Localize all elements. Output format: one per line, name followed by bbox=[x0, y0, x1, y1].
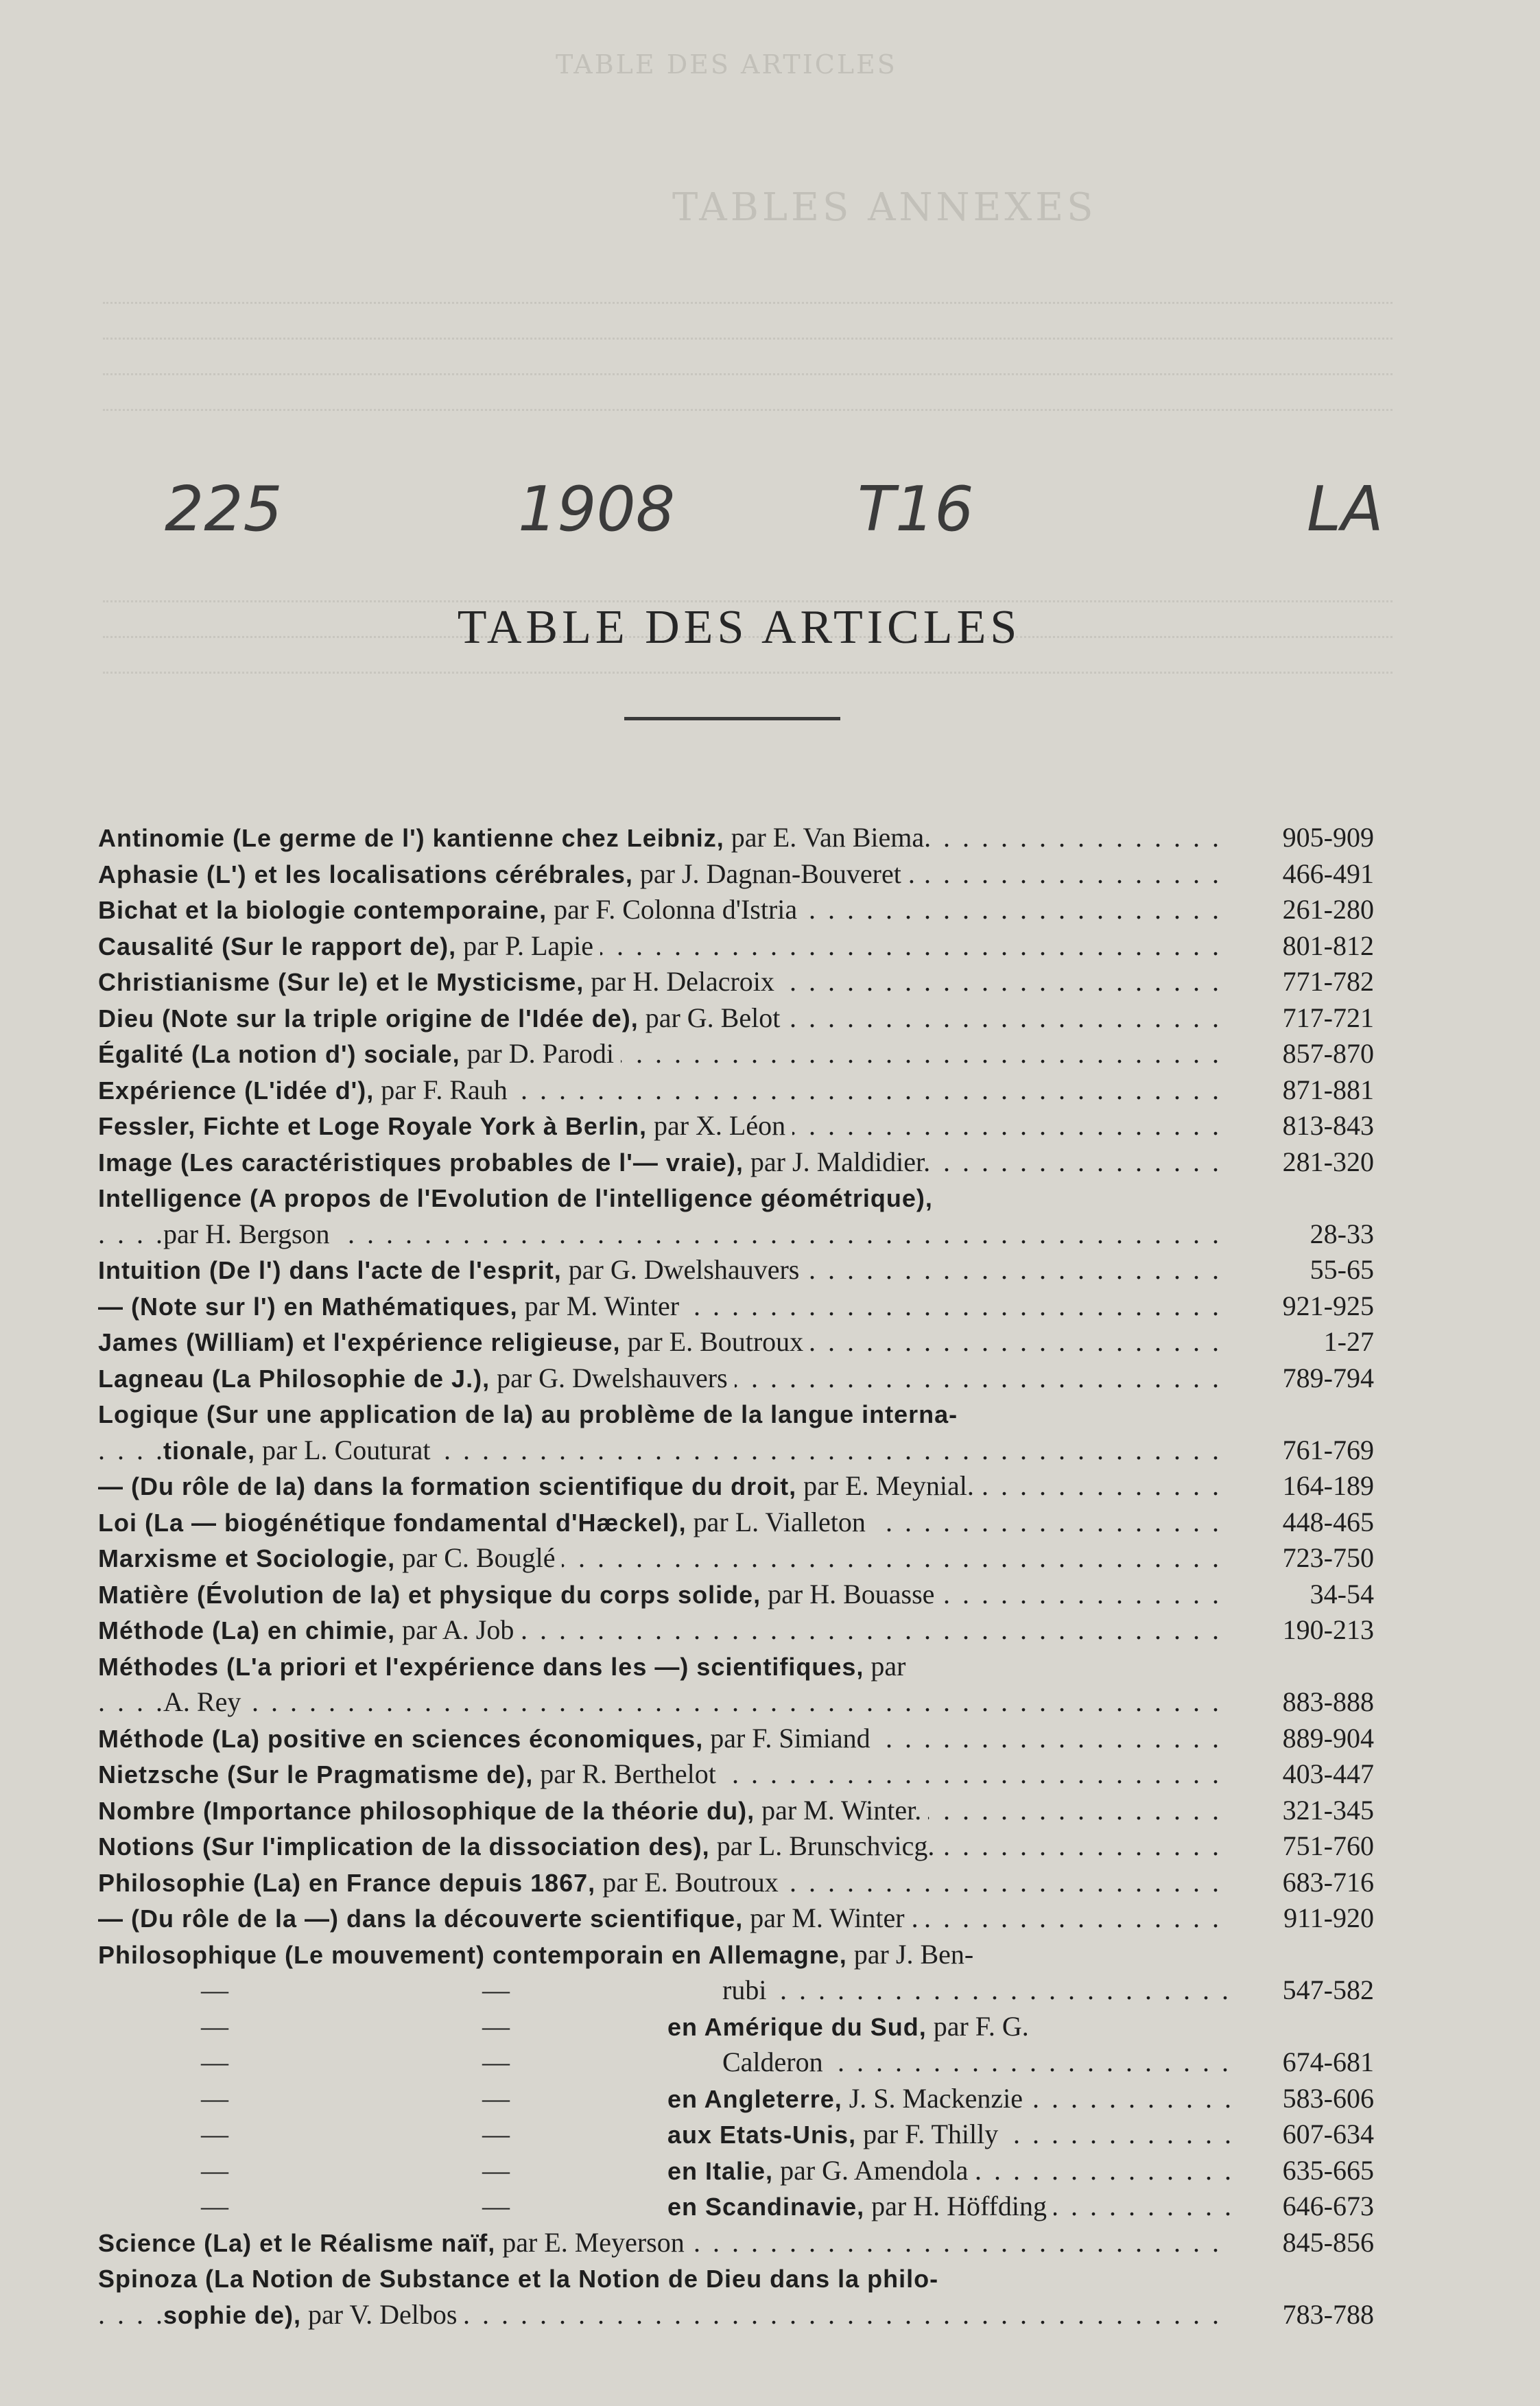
page-title: TABLE DES ARTICLES bbox=[457, 601, 1021, 654]
table-of-articles bbox=[98, 820, 1374, 2333]
entry-subject: Égalité (La notion d') sociale, bbox=[98, 1040, 460, 1068]
entry-author: par L. Vialleton bbox=[686, 1506, 866, 1537]
entry-pages: 683-716 bbox=[1282, 1866, 1374, 1898]
entry-pages: 857-870 bbox=[1282, 1038, 1374, 1069]
entry-pages: 34-54 bbox=[1310, 1578, 1374, 1609]
entry-text bbox=[98, 928, 1230, 965]
entry-text bbox=[98, 820, 1230, 856]
entry-pages: 321-345 bbox=[1282, 1794, 1374, 1826]
entry-text bbox=[667, 2189, 1230, 2225]
toc-entry bbox=[98, 892, 1374, 928]
entry-author: par bbox=[864, 1650, 906, 1682]
entry-author: par F. Thilly bbox=[856, 2119, 999, 2149]
entry-pages: 761-769 bbox=[1282, 1434, 1374, 1465]
entry-pages: 717-721 bbox=[1282, 1002, 1374, 1033]
entry-subject: — (Du rôle de la —) dans la découverte scientifique, bbox=[98, 1904, 744, 1933]
entry-author: par M. Winter. bbox=[755, 1794, 922, 1826]
entry-text bbox=[98, 1072, 1230, 1109]
entry-pages: 883-888 bbox=[1282, 1686, 1374, 1717]
toc-entry bbox=[98, 1865, 1374, 1901]
handwritten-code: LA bbox=[1307, 473, 1384, 545]
entry-text bbox=[667, 2009, 1230, 2045]
toc-entry bbox=[98, 1505, 1374, 1541]
entry-pages: 871-881 bbox=[1282, 1074, 1374, 1105]
entry-author: par P. Lapie bbox=[456, 930, 594, 961]
entry-author: par E. Van Biema. bbox=[724, 822, 932, 853]
entry-text bbox=[98, 1684, 1230, 1721]
entry-author: par H. Höffding bbox=[864, 2191, 1047, 2221]
entry-pages: 547-582 bbox=[1282, 1974, 1374, 2005]
entry-subject: Science (La) et le Réalisme naïf, bbox=[98, 2228, 496, 2257]
entry-text bbox=[98, 1505, 1230, 1541]
entry-pages: 889-904 bbox=[1282, 1722, 1374, 1754]
ditto-dash: — bbox=[201, 2154, 228, 2186]
bleed-through-line bbox=[103, 281, 1393, 304]
entry-subject: Fessler, Fichte et Loge Royale York à Berlin, bbox=[98, 1112, 647, 1140]
entry-text bbox=[98, 1432, 1230, 1469]
toc-entry bbox=[98, 2009, 1374, 2045]
entry-subject: Nietzsche (Sur le Pragmatisme de), bbox=[98, 1760, 534, 1789]
entry-subject: Philosophie (La) en France depuis 1867, bbox=[98, 1868, 596, 1897]
entry-subject: Méthode (La) en chimie, bbox=[98, 1616, 396, 1644]
entry-pages: 190-213 bbox=[1282, 1614, 1374, 1645]
ditto-dash: — bbox=[482, 1974, 510, 2005]
entry-subject: Intuition (De l') dans l'acte de l'esprit, bbox=[98, 1256, 562, 1284]
entry-pages: 1-27 bbox=[1323, 1326, 1374, 1357]
entry-subject: Intelligence (A propos de l'Evolution de l'intelligence géométrique), bbox=[98, 1184, 933, 1212]
entry-author: par A. Job bbox=[395, 1614, 514, 1645]
handwritten-number: 225 bbox=[165, 473, 283, 545]
entry-text bbox=[98, 1649, 1230, 1685]
entry-text bbox=[98, 856, 1230, 893]
entry-text bbox=[667, 2153, 1230, 2189]
entry-pages: 646-673 bbox=[1282, 2191, 1374, 2221]
entry-author: par G. Belot bbox=[638, 1002, 781, 1033]
entry-author: par X. Léon bbox=[646, 1110, 786, 1141]
entry-text bbox=[98, 1396, 1230, 1432]
entry-pages: 921-925 bbox=[1282, 1290, 1374, 1321]
toc-entry bbox=[98, 1793, 1374, 1829]
toc-entry bbox=[98, 1396, 1374, 1432]
entry-text bbox=[98, 1828, 1230, 1865]
toc-entry bbox=[98, 1108, 1374, 1144]
entry-author: J. S. Mackenzie bbox=[842, 2082, 1023, 2114]
toc-entry bbox=[98, 2189, 1374, 2225]
entry-text bbox=[98, 1540, 1230, 1577]
entry-author: par L. Brunschvicg. bbox=[709, 1830, 935, 1861]
entry-pages: 911-920 bbox=[1283, 1902, 1374, 1933]
entry-author: par G. Dwelshauvers bbox=[561, 1254, 800, 1285]
entry-text bbox=[98, 1468, 1230, 1505]
entry-author: A. Rey bbox=[163, 1686, 241, 1717]
entry-text bbox=[667, 2116, 1230, 2153]
toc-entry bbox=[98, 1288, 1374, 1325]
entry-subject: Philosophique (Le mouvement) contemporain en Allemagne, bbox=[98, 1940, 847, 1969]
entry-text bbox=[98, 1180, 1230, 1216]
toc-entry bbox=[98, 1324, 1374, 1360]
toc-entry bbox=[98, 1360, 1374, 1397]
entry-subject: Notions (Sur l'implication de la dissociation des), bbox=[98, 1832, 710, 1861]
entry-text bbox=[98, 1252, 1230, 1288]
entry-author: Calderon bbox=[722, 2047, 823, 2077]
toc-entry bbox=[98, 1577, 1374, 1613]
entry-author: par E. Meyerson bbox=[495, 2226, 685, 2258]
entry-text bbox=[98, 1937, 1230, 1973]
toc-entry bbox=[98, 2044, 1374, 2081]
entry-text bbox=[98, 1360, 1230, 1397]
entry-subject: Christianisme (Sur le) et le Mysticisme, bbox=[98, 968, 584, 996]
entry-pages: 905-909 bbox=[1282, 822, 1374, 853]
toc-entry bbox=[98, 1612, 1374, 1649]
entry-text bbox=[98, 1900, 1230, 1937]
entry-pages: 403-447 bbox=[1282, 1758, 1374, 1789]
toc-entry bbox=[98, 1540, 1374, 1577]
entry-subject: Nombre (Importance philosophique de la théorie du), bbox=[98, 1796, 755, 1825]
entry-subject: tionale, bbox=[163, 1436, 256, 1465]
entry-text bbox=[667, 2081, 1230, 2117]
title-rule bbox=[624, 717, 840, 720]
toc-entry bbox=[98, 928, 1374, 965]
entry-subject: en Angleterre, bbox=[667, 2084, 842, 2113]
entry-subject: Dieu (Note sur la triple origine de l'Idée de), bbox=[98, 1004, 639, 1033]
ditto-dash: — bbox=[482, 2191, 510, 2221]
toc-entry bbox=[98, 2297, 1374, 2333]
toc-entry bbox=[98, 964, 1374, 1000]
entry-author: par R. Berthelot bbox=[533, 1758, 716, 1789]
ditto-dash: — bbox=[201, 2119, 228, 2149]
entry-pages: 813-843 bbox=[1282, 1110, 1374, 1141]
toc-entry bbox=[98, 1216, 1374, 1253]
entry-text bbox=[722, 2044, 1230, 2081]
ditto-dash: — bbox=[482, 2082, 510, 2114]
entry-author: par J. Ben- bbox=[846, 1938, 974, 1970]
ditto-dash: — bbox=[201, 2047, 228, 2077]
toc-entry bbox=[98, 2225, 1374, 2261]
entry-pages: 466-491 bbox=[1282, 858, 1374, 889]
entry-author: par H. Bouasse bbox=[761, 1578, 935, 1609]
toc-entry bbox=[98, 1072, 1374, 1109]
entry-author: par E. Boutroux bbox=[620, 1326, 804, 1357]
bleed-through-title: TABLES ANNEXES bbox=[672, 185, 1097, 230]
entry-author: par F. Rauh bbox=[374, 1074, 508, 1105]
ditto-dash: — bbox=[201, 2082, 228, 2114]
toc-entry bbox=[98, 1468, 1374, 1505]
entry-author: par G. Amendola bbox=[773, 2154, 969, 2186]
entry-text bbox=[98, 1721, 1230, 1757]
entry-subject: Bichat et la biologie contemporaine, bbox=[98, 896, 547, 924]
toc-entry bbox=[98, 1036, 1374, 1072]
toc-entry bbox=[98, 1900, 1374, 1937]
toc-entry bbox=[98, 1684, 1374, 1721]
entry-subject: Loi (La — biogénétique fondamental d'Hæckel), bbox=[98, 1508, 687, 1537]
entry-text bbox=[98, 1036, 1230, 1072]
entry-text bbox=[98, 1144, 1230, 1181]
entry-subject: — (Du rôle de la) dans la formation scientifique du droit, bbox=[98, 1472, 797, 1500]
ditto-dash: — bbox=[201, 1974, 228, 2005]
toc-entry bbox=[98, 1756, 1374, 1793]
entry-subject: Expérience (L'idée d'), bbox=[98, 1076, 375, 1105]
toc-entry bbox=[98, 1144, 1374, 1181]
entry-subject: aux Etats-Unis, bbox=[667, 2121, 857, 2149]
toc-entry bbox=[98, 1828, 1374, 1865]
toc-entry bbox=[98, 1649, 1374, 1685]
entry-pages: 771-782 bbox=[1282, 966, 1374, 997]
entry-author: par H. Bergson bbox=[163, 1218, 330, 1249]
bleed-through-header: TABLE DES ARTICLES bbox=[556, 49, 897, 80]
entry-text bbox=[98, 2297, 1230, 2333]
entry-author: par F. Colonna d'Istria bbox=[547, 894, 798, 925]
entry-author: par F. G. bbox=[926, 2010, 1029, 2042]
entry-author: par M. Winter . bbox=[743, 1902, 919, 1933]
entry-pages: 789-794 bbox=[1282, 1362, 1374, 1393]
bleed-through-line bbox=[103, 353, 1393, 375]
entry-text bbox=[722, 1972, 1230, 2009]
bleed-through-line bbox=[103, 317, 1393, 340]
entry-author: par E. Boutroux bbox=[595, 1866, 779, 1898]
entry-pages: 674-681 bbox=[1282, 2047, 1374, 2077]
entry-author: par F. Simiand bbox=[703, 1722, 870, 1754]
toc-entry bbox=[98, 2153, 1374, 2189]
entry-pages: 635-665 bbox=[1282, 2154, 1374, 2186]
entry-author: par J. Dagnan-Bouveret . bbox=[632, 858, 915, 889]
ditto-dash: — bbox=[201, 2010, 228, 2042]
entry-pages: 28-33 bbox=[1310, 1218, 1374, 1249]
toc-entry bbox=[98, 820, 1374, 856]
entry-author: par E. Meynial. bbox=[796, 1470, 974, 1501]
entry-subject: Logique (Sur une application de la) au problème de la langue interna- bbox=[98, 1400, 958, 1428]
entry-pages: 164-189 bbox=[1282, 1470, 1374, 1501]
entry-subject: Méthodes (L'a priori et l'expérience dans les —) scientifiques, bbox=[98, 1652, 864, 1681]
entry-subject: Spinoza (La Notion de Substance et la Notion de Dieu dans la philo- bbox=[98, 2265, 939, 2293]
toc-entry bbox=[98, 2116, 1374, 2153]
ditto-dash: — bbox=[482, 2047, 510, 2077]
entry-text bbox=[98, 1577, 1230, 1613]
entry-pages: 783-788 bbox=[1282, 2298, 1374, 2330]
bleed-through-line bbox=[103, 388, 1393, 411]
entry-subject: Lagneau (La Philosophie de J.), bbox=[98, 1364, 490, 1393]
entry-subject: — (Note sur l') en Mathématiques, bbox=[98, 1292, 518, 1321]
entry-subject: Image (Les caractéristiques probables de l'— vraie), bbox=[98, 1148, 744, 1177]
entry-subject: sophie de), bbox=[163, 2300, 302, 2329]
entry-text bbox=[98, 1612, 1230, 1649]
entry-pages: 55-65 bbox=[1310, 1254, 1374, 1285]
entry-text bbox=[98, 1216, 1230, 1253]
entry-subject: Matière (Évolution de la) et physique du corps solide, bbox=[98, 1580, 761, 1609]
entry-subject: en Amérique du Sud, bbox=[667, 2012, 927, 2041]
entry-subject: Aphasie (L') et les localisations cérébrales, bbox=[98, 860, 633, 888]
entry-subject: Causalité (Sur le rapport de), bbox=[98, 932, 457, 960]
toc-entry bbox=[98, 856, 1374, 893]
entry-pages: 583-606 bbox=[1282, 2082, 1374, 2114]
entry-pages: 845-856 bbox=[1282, 2226, 1374, 2258]
entry-pages: 607-634 bbox=[1282, 2119, 1374, 2149]
entry-text bbox=[98, 892, 1230, 928]
entry-pages: 281-320 bbox=[1282, 1146, 1374, 1177]
handwritten-year: 1908 bbox=[518, 473, 676, 545]
toc-entry bbox=[98, 1721, 1374, 1757]
entry-text bbox=[98, 1865, 1230, 1901]
entry-author: par V. Delbos bbox=[301, 2298, 458, 2330]
toc-entry bbox=[98, 2081, 1374, 2117]
toc-entry bbox=[98, 1000, 1374, 1037]
entry-author: par L. Couturat bbox=[255, 1434, 431, 1465]
entry-pages: 448-465 bbox=[1282, 1506, 1374, 1537]
entry-pages: 723-750 bbox=[1282, 1542, 1374, 1573]
toc-entry bbox=[98, 1432, 1374, 1469]
entry-author: par D. Parodi bbox=[460, 1038, 615, 1069]
ditto-dash: — bbox=[201, 2191, 228, 2221]
entry-text bbox=[98, 1288, 1230, 1325]
toc-entry bbox=[98, 2261, 1374, 2297]
entry-text bbox=[98, 1000, 1230, 1037]
entry-subject: en Italie, bbox=[667, 2156, 774, 2185]
ditto-dash: — bbox=[482, 2154, 510, 2186]
entry-text bbox=[98, 964, 1230, 1000]
ditto-dash: — bbox=[482, 2010, 510, 2042]
entry-author: par C. Bouglé bbox=[395, 1542, 556, 1573]
entry-text bbox=[98, 1324, 1230, 1360]
entry-author: par G. Dwelshauvers bbox=[490, 1362, 728, 1393]
entry-subject: Marxisme et Sociologie, bbox=[98, 1544, 396, 1572]
entry-author: par J. Maldidier. bbox=[743, 1146, 931, 1177]
toc-entry bbox=[98, 1252, 1374, 1288]
entry-text bbox=[98, 2225, 1230, 2261]
entry-text bbox=[98, 1793, 1230, 1829]
entry-subject: James (William) et l'expérience religieuse, bbox=[98, 1328, 621, 1356]
bleed-through-line bbox=[103, 580, 1393, 602]
entry-text bbox=[98, 1756, 1230, 1793]
toc-entry bbox=[98, 1937, 1374, 1973]
entry-pages: 801-812 bbox=[1282, 930, 1374, 961]
entry-text bbox=[98, 1108, 1230, 1144]
ditto-dash: — bbox=[482, 2119, 510, 2149]
entry-author: par M. Winter bbox=[517, 1290, 680, 1321]
entry-subject: en Scandinavie, bbox=[667, 2193, 865, 2221]
entry-author: par H. Delacroix bbox=[584, 966, 774, 997]
entry-pages: 751-760 bbox=[1282, 1830, 1374, 1861]
entry-text bbox=[98, 2261, 1230, 2297]
entry-author: rubi bbox=[722, 1974, 767, 2005]
entry-subject: Antinomie (Le germe de l') kantienne chez Leibniz, bbox=[98, 824, 724, 852]
toc-entry bbox=[98, 1180, 1374, 1216]
entry-subject: Méthode (La) positive en sciences économiques, bbox=[98, 1724, 704, 1753]
entry-pages: 261-280 bbox=[1282, 894, 1374, 925]
toc-entry bbox=[98, 1972, 1374, 2009]
handwritten-volume: T16 bbox=[857, 473, 974, 545]
